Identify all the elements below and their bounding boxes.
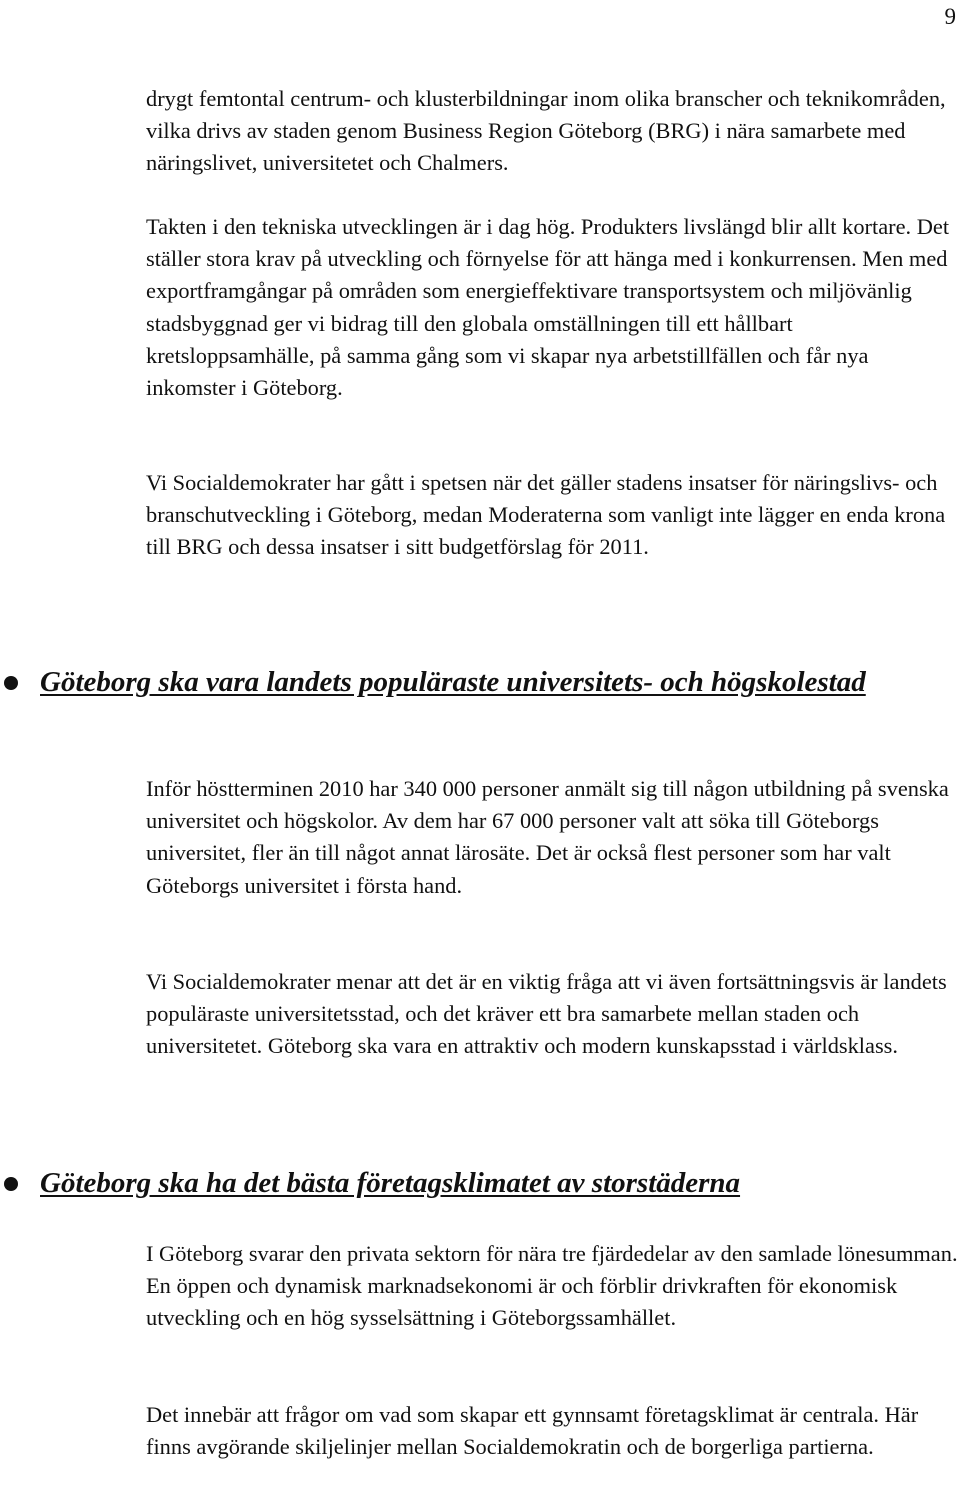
paragraph-dividing-lines: Det innebär att frågor om vad som skapar ett gynnsamt företagsklimat är centrala. Här finns avgörande skiljelinjer mellan Socialdemokratin och de borgerliga partierna. (146, 1402, 919, 1460)
bullet-icon (4, 1177, 18, 1191)
page-number: 9 (944, 4, 956, 29)
paragraph-business-development: Vi Socialdemokrater har gått i spetsen när det gäller stadens insatser för näringslivs- och branschutveckling i Göteborg, medan Moderaterna som vanligt inte lägger en enda krona till BRG och dessa insatser i sitt budgetförslag för 2011. (146, 470, 946, 560)
section-heading-university-city: Göteborg ska vara landets populäraste universitets- och högskolestad (40, 666, 866, 698)
paragraph-applications: Inför höstterminen 2010 har 340 000 personer anmält sig till någon utbildning på svenska universitet och högskolor. Av dem har 67 000 personer valt att söka till Göteborgs universitet, fler än till något annat lärosäte. Det är också flest personer som har valt Göteborgs universitet i första hand. (146, 776, 949, 898)
paragraph-cluster-initiatives: drygt femtontal centrum- och klusterbildningar inom olika branscher och teknikområden, vilka drivs av staden genom Business Region Göteborg (BRG) i nära samarbete med näringslivet, universitetet och Chalmers. (146, 86, 946, 176)
paragraph-technology-pace: Takten i den tekniska utvecklingen är i dag hög. Produkters livslängd blir allt kortare. Det ställer stora krav på utveckling och förnyelse för att hänga med i konkurrensen. Men med exportframgångar på områden som energieffektivare transportsystem och miljövänlig stadsbyggnad ger vi bidrag till den globala omställningen till ett hållbart kretsloppsamhälle, på samma gång som vi skapar nya arbetstillfällen och får nya inkomster i Göteborg. (146, 214, 950, 401)
section-heading-business-climate: Göteborg ska ha det bästa företagsklimatet av storstäderna (40, 1167, 741, 1199)
bullet-icon (4, 676, 18, 690)
paragraph-university-collaboration: Vi Socialdemokrater menar att det är en viktig fråga att vi även fortsättningsvis är landets populäraste universitetsstad, och det kräver ett bra samarbete mellan staden och universitetet. Göteborg ska vara en attraktiv och modern kunskapsstad i världsklass. (146, 969, 947, 1059)
paragraph-private-sector: I Göteborg svarar den privata sektorn för nära tre fjärdedelar av den samlade lönesumman. En öppen och dynamisk marknadsekonomi är och förblir drivkraften för ekonomisk utveckling och en hög sysselsättning i Göteborgssamhället. (146, 1241, 958, 1331)
